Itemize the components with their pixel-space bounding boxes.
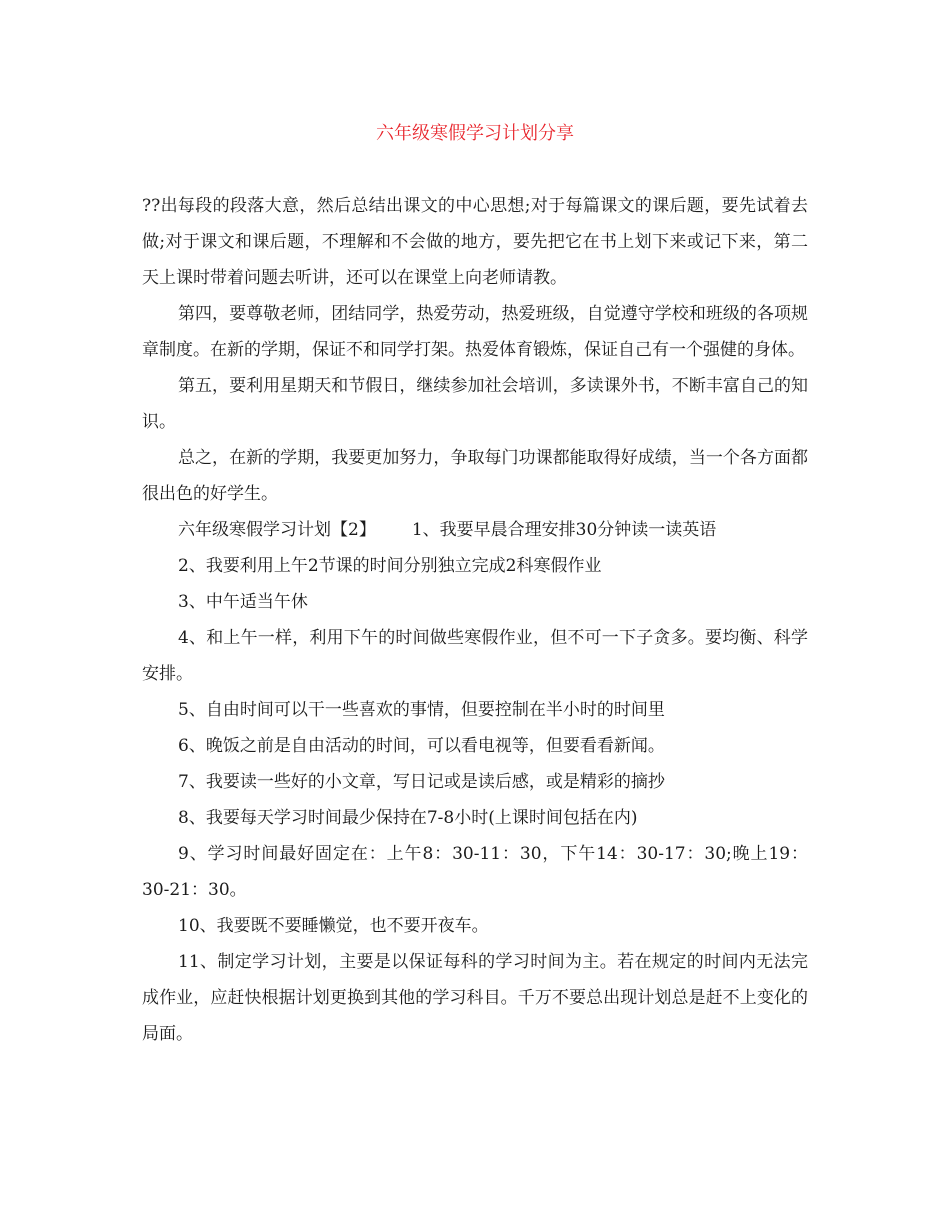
plan-item: 9、学习时间最好固定在：上午8：30-11：30，下午14：30-17：30;晚上19：30-21：30。 <box>142 844 808 900</box>
plan-item: 4、和上午一样，利用下午的时间做些寒假作业，但不可一下子贪多。要均衡、科学安排。 <box>142 628 808 684</box>
plan-item: 6、晚饭之前是自由活动的时间，可以看电视等，但要看看新闻。 <box>178 736 665 756</box>
plan-item: 11、制定学习计划，主要是以保证每科的学习时间为主。若在规定的时间内无法完成作业，应赶快根据计划更换到其他的学习科目。千万不要总出现计划总是赶不上变化的局面。 <box>142 952 808 1044</box>
document-title: 六年级寒假学习计划分享 <box>376 123 574 144</box>
body-paragraph: 第四，要尊敬老师，团结同学，热爱劳动，热爱班级，自觉遵守学校和班级的各项规章制度。在新的学期，保证不和同学打架。热爱体育锻炼，保证自己有一个强健的身体。 <box>142 304 808 360</box>
plan-item: 10、我要既不要睡懒觉，也不要开夜车。 <box>178 916 489 936</box>
body-paragraph: 总之，在新的学期，我要更加努力，争取每门功课都能取得好成绩，当一个各方面都很出色的好学生。 <box>142 448 808 504</box>
document-body <box>142 188 808 1052</box>
plan-item: 2、我要利用上午2节课的时间分别独立完成2科寒假作业 <box>178 556 602 576</box>
body-paragraph: 第五，要利用星期天和节假日，继续参加社会培训，多读课外书，不断丰富自己的知识。 <box>142 376 808 432</box>
plan-item: 7、我要读一些好的小文章，写日记或是读后感，或是精彩的摘抄 <box>178 772 665 792</box>
plan-item: 3、中午适当午休 <box>178 592 308 612</box>
section-heading: 六年级寒假学习计划【2】 <box>178 520 376 540</box>
body-paragraph: ??出每段的段落大意，然后总结出课文的中心思想;对于每篇课文的课后题，要先试着去做;对于课文和课后题，不理解和不会做的地方，要先把它在书上划下来或记下来，第二天上课时带着问题去听讲，还可以在课堂上向老师请教。 <box>142 196 808 288</box>
plan-item: 8、我要每天学习时间最少保持在7-8小时(上课时间包括在内) <box>178 808 638 828</box>
section-line <box>142 512 808 548</box>
plan-item: 1、我要早晨合理安排30分钟读一读英语 <box>411 520 717 540</box>
plan-item: 5、自由时间可以干一些喜欢的事情，但要控制在半小时的时间里 <box>178 700 665 720</box>
